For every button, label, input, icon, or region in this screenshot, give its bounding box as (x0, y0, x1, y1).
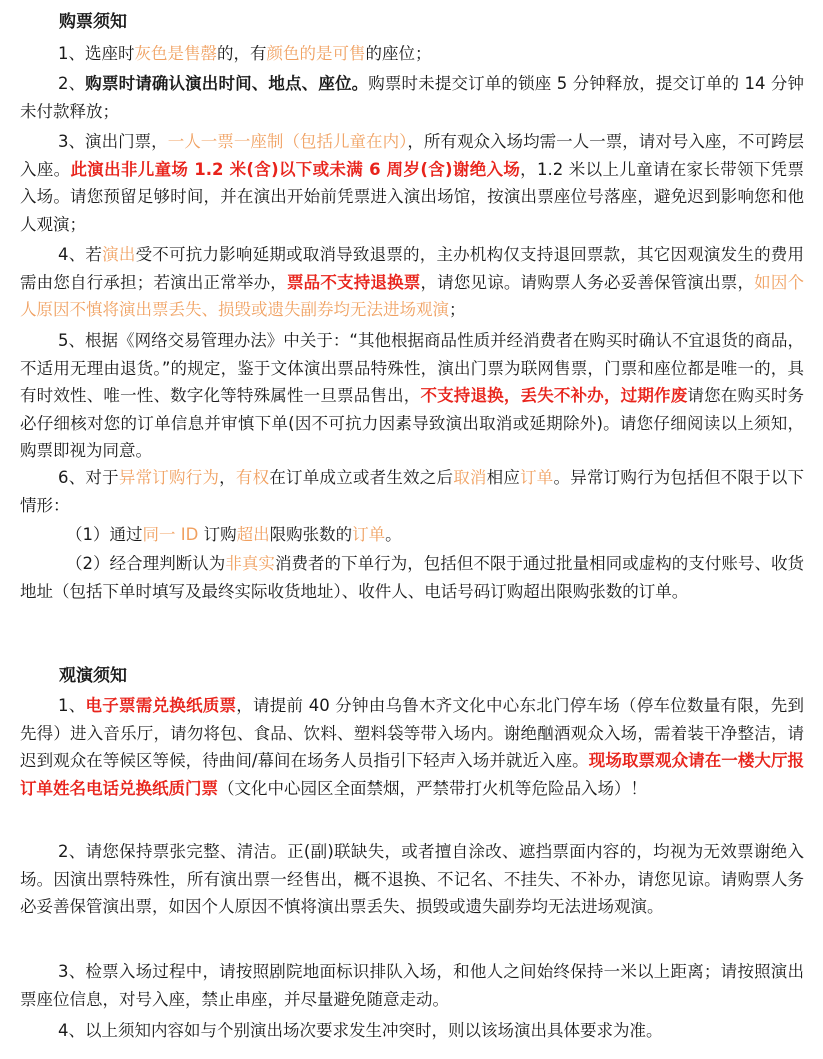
highlight-text: 演出 (102, 245, 136, 264)
highlight-text: 颜色的是可售 (266, 44, 366, 63)
body-text: （2）经合理判断认为 (66, 554, 226, 573)
body-text: 相应 (486, 468, 521, 487)
viewing-item-4 (20, 1017, 804, 1045)
body-text: ， (219, 468, 236, 487)
highlight-text: 非真实 (225, 554, 275, 573)
highlight-text: 订单 (352, 525, 386, 544)
body-text: ，请您见谅。请购票人务必妥善保管演出票， (420, 272, 755, 292)
highlight-text: 取消 (453, 468, 487, 487)
warning-text: 现场取票观众请在一楼大厅报订单姓名电话兑换纸质门票 (20, 751, 804, 798)
body-text: 1、选座时 (58, 44, 135, 63)
highlight-text: 灰色是售罄 (134, 44, 217, 63)
highlight-text: 一人一票一座制（包括儿童在内） (167, 132, 408, 151)
body-text: 5、根据《网络交易管理办法》中关于：“其他根据商品性质并经消费者在购买时确认不宜退货的商品，不适用无理由退货。”的规定，鉴于文体演出票品特殊性，演出门票为联网售票，门票和座位都是唯一的，具有时效性、唯一性、数字化等特殊属性一旦票品售出， (20, 331, 804, 406)
body-text: （文化中心园区全面禁烟，严禁带打火机等危险品入场）！ (218, 778, 647, 798)
purchase-item-6-2 (20, 550, 804, 605)
body-text: 。异常订购行为包括但不限于以下情形： (20, 468, 805, 515)
body-text: 限购张数的 (269, 525, 353, 544)
body-text: 。 (385, 525, 402, 544)
purchase-item-4 (20, 241, 804, 324)
body-text: 在订单成立或者生效之后 (269, 468, 454, 487)
warning-text: 票品不支持退换票 (286, 272, 421, 292)
body-text: 2、 (58, 74, 86, 93)
purchase-item-3 (20, 128, 804, 238)
body-text: 订购 (198, 525, 237, 544)
body-text: 4、以上须知内容如与个别演出场次要求发生冲突时，则以该场演出具体要求为准。 (58, 1021, 663, 1040)
viewing-item-2 (20, 838, 804, 921)
viewing-item-3 (20, 958, 804, 1013)
highlight-text: 如因个人原因不慎将演出票丢失、损毁或遗失副券均无法进场观演 (20, 272, 805, 320)
body-text: 购票时未提交订单的锁座 5 分钟释放，提交订单的 14 分钟未付款释放； (20, 74, 805, 121)
body-text: 1、 (58, 696, 86, 715)
purchase-item-2 (20, 70, 804, 125)
body-text: 3、演出门票， (58, 132, 168, 151)
body-text: 消费者的下单行为，包括但不限于通过批量相同或虚构的支付账号、收货地址（包括下单时填写及最终实际收货地址）、收件人、电话号码订购超出限购张数的订单。 (20, 554, 805, 601)
body-text: ，所有观众入场均需一人一票，请对号入座，不可跨层入座。 (20, 132, 805, 179)
body-text: ； (449, 300, 466, 320)
body-text: 4、若 (58, 245, 103, 264)
purchase-item-1 (20, 40, 804, 68)
body-text: 6、对于 (58, 468, 119, 487)
purchase-item-6-1 (20, 521, 804, 549)
body-text: （1）通过 (66, 525, 143, 544)
body-text: 请您在购买时务必仔细核对您的订单信息并审慎下单(因不可抗力因素导致演出取消或延期除外)。请您仔细阅读以上须知，购票即视为同意。 (20, 386, 805, 461)
highlight-text: 同一 ID (142, 525, 199, 544)
purchase-item-6 (20, 464, 804, 519)
section-title-viewing: 观演须知 (59, 666, 127, 686)
viewing-item-1 (20, 692, 804, 802)
highlight-text: 异常订购行为 (118, 468, 220, 487)
highlight-text: 订单 (520, 468, 554, 487)
warning-text: 电子票需兑换纸质票 (85, 696, 237, 715)
body-text: ，请提前 40 分钟由乌鲁木齐文化中心东北门停车场（停车位数量有限，先到先得）进入音乐厅，请勿将包、食品、饮料、塑料袋等带入场内。谢绝酗酒观众入场，需着装干净整洁，请迟到观众在等候区等候，待曲间/幕间在场务人员指引下轻声入场并就近入座。 (20, 696, 804, 771)
bold-text: 购票时请确认演出时间、地点、座位。 (85, 74, 369, 93)
body-text: 受不可抗力影响延期或取消导致退票的，主办机构仅支持退回票款，其它因观演发生的费用需由您自行承担；若演出正常举办， (20, 245, 805, 292)
section-title-purchase: 购票须知 (59, 12, 127, 32)
highlight-text: 有权 (235, 468, 270, 487)
body-text: 3、检票入场过程中，请按照剧院地面标识排队入场，和他人之间始终保持一米以上距离；请按照演出票座位信息，对号入座，禁止串座，并尽量避免随意走动。 (20, 962, 804, 1009)
body-text: ，1.2 米以上儿童请在家长带领下凭票入场。请您预留足够时间，并在演出开始前凭票进入演出场馆，按演出票座位号落座，避免迟到影响您和他人观演； (20, 159, 804, 234)
body-text: 的座位； (365, 44, 432, 63)
body-text: 的，有 (217, 44, 267, 63)
warning-text: 不支持退换，丢失不补办，过期作废 (420, 386, 688, 406)
warning-text: 此演出非儿童场 1.2 米(含)以下或未满 6 周岁(含)谢绝入场 (70, 159, 521, 179)
body-text: 2、请您保持票张完整、清洁。正(副)联缺失，或者擅自涂改、遮挡票面内容的，均视为无效票谢绝入场。因演出票特殊性，所有演出票一经售出，概不退换、不记名、不挂失、不补办，请您见谅。请购票人务必妥善保管演出票，如因个人原因不慎将演出票丢失、损毁或遗失副券均无法进场观演。 (20, 842, 804, 917)
purchase-item-5 (20, 327, 804, 465)
highlight-text: 超出 (236, 525, 270, 544)
